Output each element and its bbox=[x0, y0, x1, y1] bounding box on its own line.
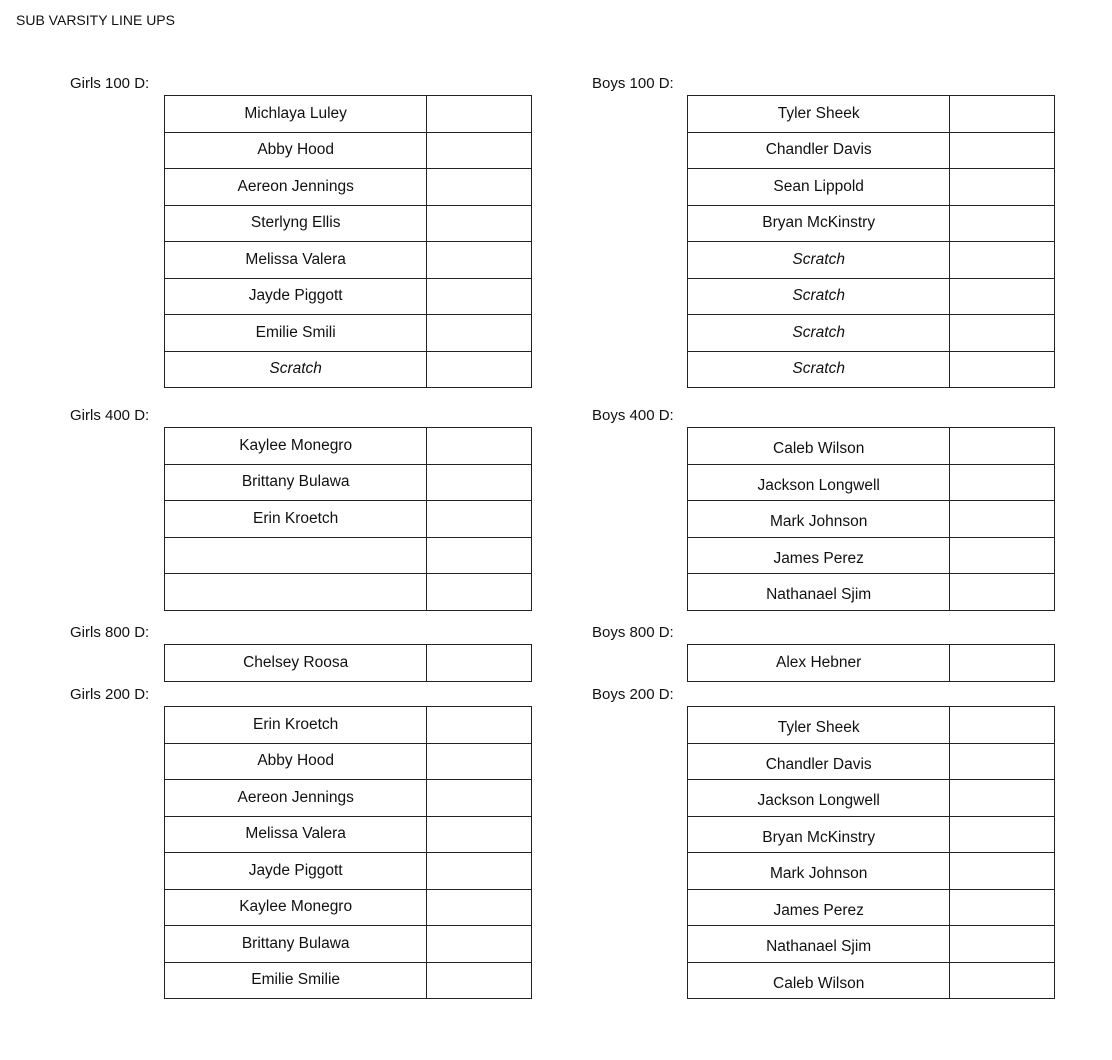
blank-cell bbox=[427, 962, 532, 999]
table-row bbox=[165, 889, 532, 926]
table-row bbox=[688, 428, 1055, 465]
athlete-name-cell: Scratch bbox=[688, 315, 950, 352]
blank-cell bbox=[427, 428, 532, 465]
table-row bbox=[688, 278, 1055, 315]
table-row bbox=[165, 132, 532, 169]
table-row bbox=[688, 574, 1055, 611]
table-row bbox=[688, 96, 1055, 133]
table-row bbox=[688, 816, 1055, 853]
boys-200-label: Boys 200 D: bbox=[592, 686, 674, 703]
blank-cell bbox=[950, 816, 1055, 853]
table-row bbox=[165, 501, 532, 538]
athlete-name-cell: Erin Kroetch bbox=[165, 501, 427, 538]
table-row bbox=[688, 132, 1055, 169]
athlete-name-cell: Brittany Bulawa bbox=[165, 464, 427, 501]
blank-cell bbox=[950, 574, 1055, 611]
blank-cell bbox=[950, 278, 1055, 315]
table-row bbox=[688, 501, 1055, 538]
athlete-name-cell: Erin Kroetch bbox=[165, 707, 427, 744]
table-row bbox=[688, 853, 1055, 890]
athlete-name-cell: Melissa Valera bbox=[165, 242, 427, 279]
table-row bbox=[165, 574, 532, 611]
table-row bbox=[688, 926, 1055, 963]
blank-cell bbox=[427, 780, 532, 817]
boys-800-table bbox=[687, 644, 1055, 682]
table-row bbox=[688, 315, 1055, 352]
athlete-name-cell: Caleb Wilson bbox=[688, 962, 950, 999]
table-row bbox=[165, 428, 532, 465]
athlete-name-cell: Tyler Sheek bbox=[688, 96, 950, 133]
boys-400-table bbox=[687, 427, 1055, 611]
table-row bbox=[165, 315, 532, 352]
athlete-name-cell: Emilie Smili bbox=[165, 315, 427, 352]
athlete-name-cell: Jackson Longwell bbox=[688, 464, 950, 501]
athlete-name-cell: Scratch bbox=[688, 278, 950, 315]
boys-800-label: Boys 800 D: bbox=[592, 624, 674, 641]
athlete-name-cell: Chandler Davis bbox=[688, 132, 950, 169]
boys-100-label: Boys 100 D: bbox=[592, 75, 674, 92]
table-row bbox=[165, 707, 532, 744]
athlete-name-cell: Jackson Longwell bbox=[688, 780, 950, 817]
table-row bbox=[688, 351, 1055, 388]
blank-cell bbox=[950, 743, 1055, 780]
table-row bbox=[165, 743, 532, 780]
athlete-name-cell: Bryan McKinstry bbox=[688, 816, 950, 853]
athlete-name-cell: Abby Hood bbox=[165, 132, 427, 169]
blank-cell bbox=[427, 315, 532, 352]
athlete-name-cell: Aereon Jennings bbox=[165, 780, 427, 817]
blank-cell bbox=[427, 926, 532, 963]
blank-cell bbox=[950, 645, 1055, 682]
athlete-name-cell: Tyler Sheek bbox=[688, 707, 950, 744]
athlete-name-cell: Chelsey Roosa bbox=[165, 645, 427, 682]
athlete-name-cell: James Perez bbox=[688, 889, 950, 926]
athlete-name-cell: Mark Johnson bbox=[688, 853, 950, 890]
athlete-name-cell: Nathanael Sjim bbox=[688, 926, 950, 963]
table-row bbox=[165, 780, 532, 817]
boys-400-label: Boys 400 D: bbox=[592, 407, 674, 424]
blank-cell bbox=[950, 315, 1055, 352]
athlete-name-cell: James Perez bbox=[688, 537, 950, 574]
blank-cell bbox=[427, 169, 532, 206]
table-row bbox=[688, 645, 1055, 682]
page-title: SUB VARSITY LINE UPS bbox=[16, 12, 175, 28]
athlete-name-cell: Brittany Bulawa bbox=[165, 926, 427, 963]
table-row bbox=[165, 853, 532, 890]
table-row bbox=[165, 645, 532, 682]
blank-cell bbox=[427, 242, 532, 279]
athlete-name-cell: Jayde Piggott bbox=[165, 853, 427, 890]
athlete-name-cell: Jayde Piggott bbox=[165, 278, 427, 315]
girls-400-table bbox=[164, 427, 532, 611]
table-row bbox=[165, 537, 532, 574]
table-row bbox=[165, 205, 532, 242]
athlete-name-cell: Kaylee Monegro bbox=[165, 428, 427, 465]
athlete-name-cell: Mark Johnson bbox=[688, 501, 950, 538]
blank-cell bbox=[950, 96, 1055, 133]
blank-cell bbox=[950, 464, 1055, 501]
athlete-name-cell: Kaylee Monegro bbox=[165, 889, 427, 926]
blank-cell bbox=[950, 537, 1055, 574]
blank-cell bbox=[950, 169, 1055, 206]
girls-100-table bbox=[164, 95, 532, 388]
athlete-name-cell: Abby Hood bbox=[165, 743, 427, 780]
blank-cell bbox=[427, 464, 532, 501]
table-row bbox=[688, 537, 1055, 574]
table-row bbox=[165, 351, 532, 388]
table-row bbox=[688, 707, 1055, 744]
blank-cell bbox=[427, 501, 532, 538]
athlete-name-cell: Scratch bbox=[688, 242, 950, 279]
boys-100-table bbox=[687, 95, 1055, 388]
blank-cell bbox=[950, 132, 1055, 169]
table-row bbox=[688, 962, 1055, 999]
girls-200-table bbox=[164, 706, 532, 999]
blank-cell bbox=[427, 816, 532, 853]
athlete-name-cell: Sterlyng Ellis bbox=[165, 205, 427, 242]
girls-100-label: Girls 100 D: bbox=[70, 75, 150, 92]
table-row bbox=[165, 96, 532, 133]
blank-cell bbox=[427, 889, 532, 926]
boys-200-table bbox=[687, 706, 1055, 999]
girls-800-table bbox=[164, 644, 532, 682]
blank-cell bbox=[950, 501, 1055, 538]
athlete-name-cell: Alex Hebner bbox=[688, 645, 950, 682]
table-row bbox=[688, 889, 1055, 926]
athlete-name-cell: Caleb Wilson bbox=[688, 428, 950, 465]
blank-cell bbox=[427, 537, 532, 574]
blank-cell bbox=[950, 242, 1055, 279]
blank-cell bbox=[950, 889, 1055, 926]
table-row bbox=[688, 464, 1055, 501]
girls-400-label: Girls 400 D: bbox=[70, 407, 150, 424]
blank-cell bbox=[427, 743, 532, 780]
girls-800-label: Girls 800 D: bbox=[70, 624, 150, 641]
athlete-name-cell: Sean Lippold bbox=[688, 169, 950, 206]
athlete-name-cell: Nathanael Sjim bbox=[688, 574, 950, 611]
table-row bbox=[165, 816, 532, 853]
blank-cell bbox=[427, 96, 532, 133]
blank-cell bbox=[950, 926, 1055, 963]
table-row bbox=[688, 743, 1055, 780]
table-row bbox=[165, 926, 532, 963]
table-row bbox=[688, 205, 1055, 242]
blank-cell bbox=[950, 205, 1055, 242]
athlete-name-cell bbox=[165, 574, 427, 611]
blank-cell bbox=[950, 962, 1055, 999]
athlete-name-cell: Aereon Jennings bbox=[165, 169, 427, 206]
blank-cell bbox=[950, 780, 1055, 817]
blank-cell bbox=[427, 574, 532, 611]
table-row bbox=[165, 278, 532, 315]
blank-cell bbox=[950, 351, 1055, 388]
athlete-name-cell: Scratch bbox=[688, 351, 950, 388]
athlete-name-cell: Chandler Davis bbox=[688, 743, 950, 780]
athlete-name-cell: Scratch bbox=[165, 351, 427, 388]
athlete-name-cell: Bryan McKinstry bbox=[688, 205, 950, 242]
blank-cell bbox=[427, 278, 532, 315]
athlete-name-cell: Michlaya Luley bbox=[165, 96, 427, 133]
blank-cell bbox=[427, 132, 532, 169]
table-row bbox=[688, 169, 1055, 206]
table-row bbox=[165, 464, 532, 501]
blank-cell bbox=[427, 707, 532, 744]
blank-cell bbox=[427, 645, 532, 682]
athlete-name-cell bbox=[165, 537, 427, 574]
table-row bbox=[165, 169, 532, 206]
blank-cell bbox=[427, 853, 532, 890]
blank-cell bbox=[950, 707, 1055, 744]
blank-cell bbox=[427, 351, 532, 388]
athlete-name-cell: Melissa Valera bbox=[165, 816, 427, 853]
blank-cell bbox=[950, 853, 1055, 890]
athlete-name-cell: Emilie Smilie bbox=[165, 962, 427, 999]
blank-cell bbox=[950, 428, 1055, 465]
blank-cell bbox=[427, 205, 532, 242]
table-row bbox=[688, 780, 1055, 817]
girls-200-label: Girls 200 D: bbox=[70, 686, 150, 703]
table-row bbox=[165, 962, 532, 999]
table-row bbox=[688, 242, 1055, 279]
table-row bbox=[165, 242, 532, 279]
